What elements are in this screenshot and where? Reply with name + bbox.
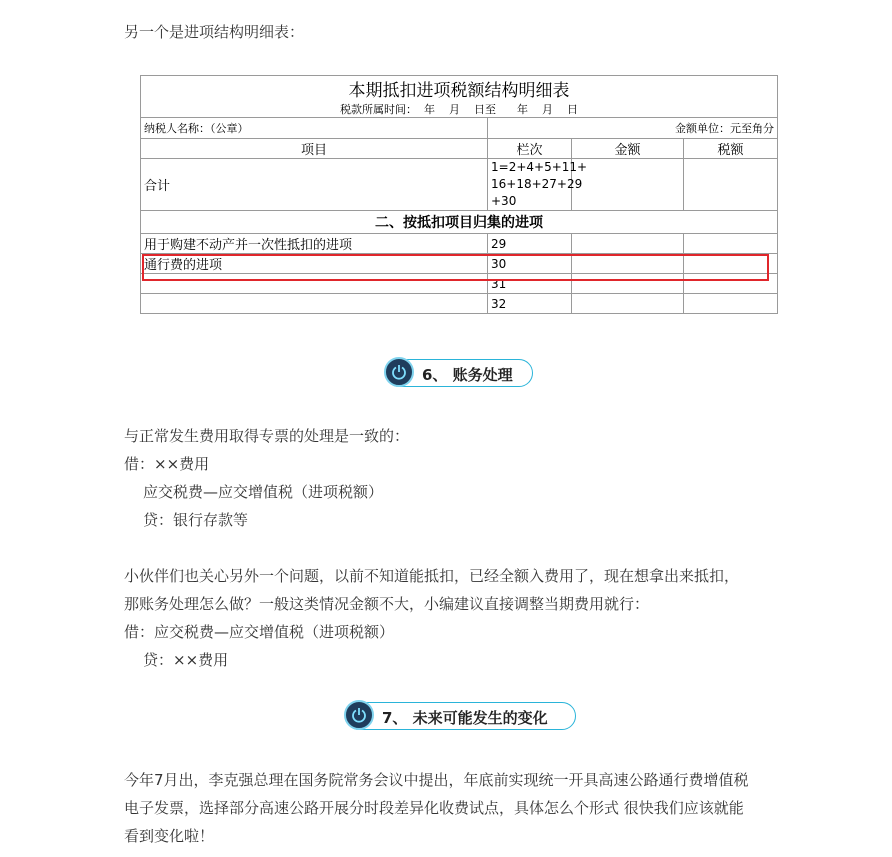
row-item bbox=[141, 294, 488, 314]
total-code-line: 1=2+4+5+11+ bbox=[491, 160, 588, 174]
p8-line-1: 今年7月出，李克强总理在国务院常务会议中提出，年底前实现统一开具高速公路通行费增值税 bbox=[124, 771, 749, 789]
total-code-line: 16+18+27+29 bbox=[491, 177, 583, 191]
header-code: 栏次 bbox=[488, 139, 572, 159]
p6-line-4: 贷：银行存款等 bbox=[143, 511, 249, 529]
row-item: 通行费的进项 bbox=[141, 254, 488, 274]
total-label: 合计 bbox=[141, 159, 488, 211]
total-code bbox=[488, 159, 588, 211]
p7-line-3: 借：应交税费—应交增值税（进项税额） bbox=[124, 623, 395, 641]
row-code: 29 bbox=[488, 234, 572, 254]
row-item: 用于购建不动产并一次性抵扣的进项 bbox=[141, 234, 488, 254]
power-icon bbox=[344, 700, 374, 730]
intro-text: 另一个是进项结构明细表： bbox=[124, 23, 305, 41]
tax-table-image bbox=[140, 75, 777, 325]
p7-line-1: 小伙伴们也关心另外一个问题，以前不知道能抵扣，已经全额入费用了，现在想拿出来抵扣， bbox=[124, 567, 740, 585]
total-code-line: +30 bbox=[491, 194, 517, 208]
p8-line-2: 电子发票，选择部分高速公路开展分时段差异化收费试点，具体怎么个形式 很快我们应该就能 bbox=[124, 799, 744, 817]
p7-line-4: 贷：××费用 bbox=[143, 651, 229, 669]
header-item: 项目 bbox=[141, 139, 488, 159]
row-tax bbox=[684, 294, 778, 314]
amount-unit: 金额单位：元至角分 bbox=[488, 118, 778, 139]
highlight-box bbox=[142, 254, 769, 281]
p6-line-2: 借：××费用 bbox=[124, 455, 210, 473]
row-amount bbox=[572, 294, 684, 314]
section-6-header bbox=[385, 359, 533, 387]
row-amount bbox=[572, 234, 684, 254]
row-code: 32 bbox=[488, 294, 572, 314]
row-code: 30 bbox=[488, 254, 572, 274]
power-icon bbox=[384, 357, 414, 387]
total-amount bbox=[572, 159, 684, 211]
table-row bbox=[141, 294, 778, 314]
section-heading: 二、按抵扣项目归集的进项 bbox=[141, 211, 778, 234]
header-tax: 税额 bbox=[684, 139, 778, 159]
section-7-label: 7、 未来可能发生的变化 bbox=[382, 709, 548, 727]
row-code: 31 bbox=[488, 274, 572, 294]
taxpayer-name: 纳税人名称：（公章） bbox=[141, 118, 488, 139]
total-tax bbox=[684, 159, 778, 211]
section-7-header bbox=[345, 702, 576, 730]
header-amount: 金额 bbox=[572, 139, 684, 159]
p7-line-2: 那账务处理怎么做？一般这类情况金额不大，小编建议直接调整当期费用就行： bbox=[124, 595, 650, 613]
section-6-label: 6、 账务处理 bbox=[422, 366, 513, 384]
p8-line-3: 看到变化啦！ bbox=[124, 827, 215, 845]
table-row bbox=[141, 234, 778, 254]
row-tax bbox=[684, 234, 778, 254]
p6-line-3: 应交税费—应交增值税（进项税额） bbox=[143, 483, 384, 501]
table-period: 税款所属时间： 年 月 日至 年 月 日 bbox=[141, 101, 778, 118]
p6-line-1: 与正常发生费用取得专票的处理是一致的： bbox=[124, 427, 410, 445]
table-title: 本期抵扣进项税额结构明细表 bbox=[141, 76, 778, 102]
